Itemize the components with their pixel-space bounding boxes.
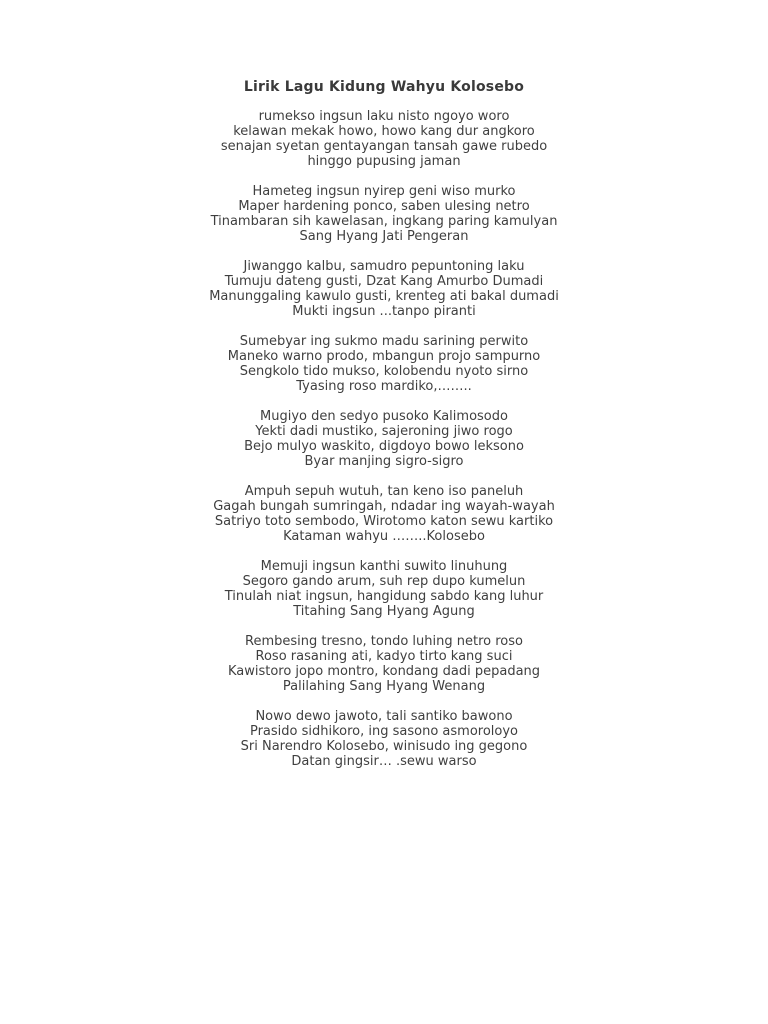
lyric-line: Tumuju dateng gusti, Dzat Kang Amurbo Dumadi (224, 274, 544, 289)
lyric-line: Mugiyo den sedyo pusoko Kalimosodo (260, 409, 508, 424)
lyric-line: Tinulah niat ingsun, hangidung sabdo kang luhur (224, 589, 544, 604)
lyric-line: senajan syetan gentayangan tansah gawe rubedo (220, 139, 548, 154)
lyric-line: hinggo pupusing jaman (307, 154, 461, 169)
lyric-line: Mukti ingsun ...tanpo piranti (292, 304, 476, 319)
lyric-line: Gagah bungah sumringah, ndadar ing wayah-wayah (213, 499, 555, 514)
lyric-line: Maneko warno prodo, mbangun projo sampurno (227, 349, 541, 364)
lyric-line: Nowo dewo jawoto, tali santiko bawono (255, 709, 513, 724)
lyric-line: Sengkolo tido mukso, kolobendu nyoto sirno (239, 364, 529, 379)
stanza (0, 109, 768, 169)
lyric-line: kelawan mekak howo, howo kang dur angkoro (233, 124, 535, 139)
stanza (0, 259, 768, 319)
lyric-line: Manunggaling kawulo gusti, krenteg ati bakal dumadi (209, 289, 559, 304)
lyric-line: Tyasing roso mardiko,…….. (296, 379, 472, 394)
lyric-line: Yekti dadi mustiko, sajeroning jiwo rogo (255, 424, 513, 439)
lyric-line: Satriyo toto sembodo, Wirotomo katon sewu kartiko (214, 514, 554, 529)
lyric-line: Jiwanggo kalbu, samudro pepuntoning laku (243, 259, 525, 274)
lyric-line: Sumebyar ing sukmo madu sarining perwito (239, 334, 529, 349)
lyric-line: Datan gingsir… .sewu warso (291, 754, 477, 769)
lyric-line: Tinambaran sih kawelasan, ingkang paring kamulyan (210, 214, 558, 229)
lyric-line: Bejo mulyo waskito, digdoyo bowo leksono (244, 439, 524, 454)
lyric-line: Hameteg ingsun nyirep geni wiso murko (252, 184, 516, 199)
stanza (0, 409, 768, 469)
lyric-line: Prasido sidhikoro, ing sasono asmoroloyo (249, 724, 519, 739)
lyric-line: Kawistoro jopo montro, kondang dadi pepadang (227, 664, 541, 679)
stanza (0, 184, 768, 244)
lyric-line: rumekso ingsun laku nisto ngoyo woro (258, 109, 510, 124)
lyric-line: Sang Hyang Jati Pengeran (299, 229, 469, 244)
stanza (0, 634, 768, 694)
lyric-line: Sri Narendro Kolosebo, winisudo ing gegono (240, 739, 528, 754)
lyric-line: Kataman wahyu ……..Kolosebo (283, 529, 485, 544)
stanza (0, 484, 768, 544)
lyric-line: Byar manjing sigro-sigro (304, 454, 464, 469)
lyric-line: Memuji ingsun kanthi suwito linuhung (260, 559, 508, 574)
document-title: Lirik Lagu Kidung Wahyu Kolosebo (243, 79, 525, 95)
lyric-line: Palilahing Sang Hyang Wenang (282, 679, 486, 694)
lyric-line: Rembesing tresno, tondo luhing netro roso (245, 634, 523, 649)
lyric-line: Segoro gando arum, suh rep dupo kumelun (242, 574, 526, 589)
stanza (0, 559, 768, 619)
stanza (0, 334, 768, 394)
lyric-line: Roso rasaning ati, kadyo tirto kang suci (255, 649, 513, 664)
stanza (0, 709, 768, 769)
lyric-line: Titahing Sang Hyang Agung (293, 604, 475, 619)
lyric-line: Maper hardening ponco, saben ulesing netro (238, 199, 530, 214)
lyrics-body (0, 109, 768, 784)
lyric-line: Ampuh sepuh wutuh, tan keno iso paneluh (244, 484, 524, 499)
